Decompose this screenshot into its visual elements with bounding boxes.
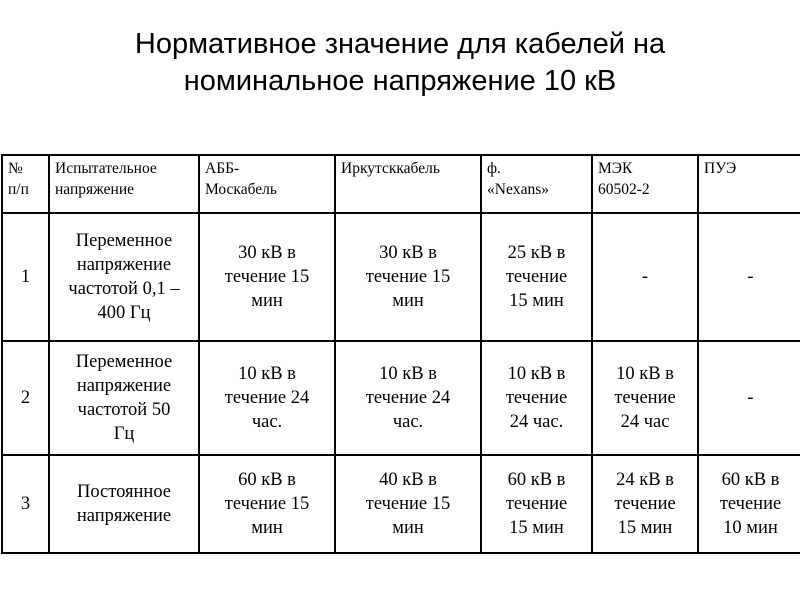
cell-abb-moskabel: 10 кВ в течение 24 час. [199, 341, 335, 455]
header-irkutskkabel: Иркутсккабель [335, 155, 481, 213]
title-line-1: Нормативное значение для кабелей на [134, 28, 666, 60]
cell-num: 2 [2, 341, 49, 455]
title-line-2: номинальное напряжение 10 кВ [183, 65, 617, 97]
header-num: № п/п [2, 155, 49, 213]
header-nexans: ф. «Nexans» [481, 155, 592, 213]
header-pue: ПУЭ [698, 155, 800, 213]
table-row [2, 341, 800, 455]
cell-iec-60502-2: 10 кВ в течение 24 час [592, 341, 698, 455]
cell-irkutskkabel: 40 кВ в течение 15 мин [335, 455, 481, 553]
cell-iec-60502-2: - [592, 213, 698, 341]
header-iec-60502-2: МЭК 60502-2 [592, 155, 698, 213]
cell-num: 3 [2, 455, 49, 553]
cell-num: 1 [2, 213, 49, 341]
table-row [2, 213, 800, 341]
header-abb-moskabel: АББ- Москабель [199, 155, 335, 213]
cell-test-voltage: Переменное напряжение частотой 0,1 – 400 Гц [49, 213, 199, 341]
cell-abb-moskabel: 60 кВ в течение 15 мин [199, 455, 335, 553]
cell-test-voltage: Постоянное напряжение [49, 455, 199, 553]
test-voltage-table [1, 154, 800, 554]
cell-irkutskkabel: 10 кВ в течение 24 час. [335, 341, 481, 455]
cell-pue: 60 кВ в течение 10 мин [698, 455, 800, 553]
slide-title [0, 26, 800, 100]
cell-pue: - [698, 213, 800, 341]
cell-nexans: 10 кВ в течение 24 час. [481, 341, 592, 455]
cell-nexans: 60 кВ в течение 15 мин [481, 455, 592, 553]
cell-test-voltage: Переменное напряжение частотой 50 Гц [49, 341, 199, 455]
cell-irkutskkabel: 30 кВ в течение 15 мин [335, 213, 481, 341]
table-header-row [2, 155, 800, 213]
table-row [2, 455, 800, 553]
cell-pue: - [698, 341, 800, 455]
header-test-voltage: Испытательное напряжение [49, 155, 199, 213]
cell-iec-60502-2: 24 кВ в течение 15 мин [592, 455, 698, 553]
cell-nexans: 25 кВ в течение 15 мин [481, 213, 592, 341]
cell-abb-moskabel: 30 кВ в течение 15 мин [199, 213, 335, 341]
